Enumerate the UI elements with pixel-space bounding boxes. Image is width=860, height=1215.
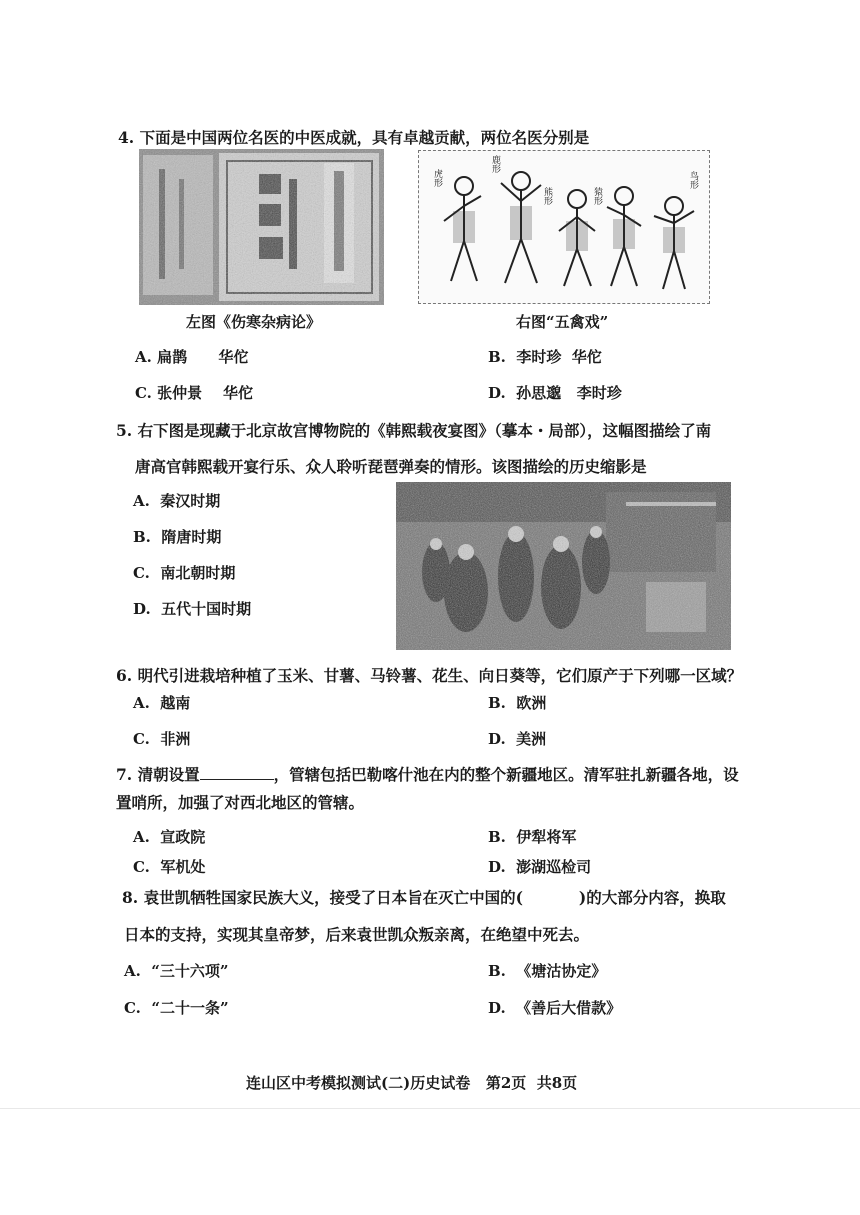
page-bottom-rule	[0, 1108, 860, 1109]
label-xiong: 熊形	[542, 187, 552, 205]
q5-option-c: C. 南北朝时期	[133, 564, 236, 582]
q7-option-d: D. 澎湖巡检司	[488, 858, 592, 876]
label-lu: 鹿形	[490, 155, 500, 173]
q4-option-a: A. 扁鹊 华佗	[135, 348, 249, 366]
q7-stem-suffix: ，管辖包括巴勒喀什池在内的整个新疆地区。清军驻扎新疆各地，设	[273, 765, 739, 784]
q5-stem-line1: 5. 右下图是现藏于北京故宫博物院的《韩熙载夜宴图》（摹本・局部），这幅图描绘了南	[116, 421, 712, 440]
q8-stem-line2: 日本的支持，实现其皇帝梦，后来袁世凯众叛亲离，在绝望中死去。	[124, 925, 590, 944]
q7-stem-prefix: 7. 清朝设置	[116, 765, 200, 784]
q5-option-d: D. 五代十国时期	[133, 600, 252, 618]
q6-option-c: C. 非洲	[133, 730, 191, 748]
q6-option-b: B. 欧洲	[488, 694, 547, 712]
q8-option-c: C. “二十一条”	[124, 999, 229, 1017]
q4-option-b: B. 李时珍 华佗	[488, 348, 602, 366]
q8-stem-suffix: )的大部分内容，换取	[578, 888, 726, 907]
q7-stem-line2: 置哨所，加强了对西北地区的管辖。	[116, 793, 365, 812]
q6-option-a: A. 越南	[133, 694, 191, 712]
q5-stem-line2: 唐高官韩熙载开宴行乐、众人聆听琵琶弹奏的情形。该图描绘的历史缩影是	[135, 457, 647, 476]
q4-stem: 4. 下面是中国两位名医的中医成就，具有卓越贡献，两位名医分别是	[118, 128, 590, 147]
q5-option-a: A. 秦汉时期	[133, 492, 221, 510]
shanghan-book-image	[139, 149, 384, 305]
q7-option-b: B. 伊犁将军	[488, 828, 577, 846]
q4-left-caption: 左图《伤寒杂病论》	[186, 313, 322, 331]
q8-option-b: B. 《塘沽协定》	[488, 962, 607, 980]
q7-stem-line1	[116, 763, 739, 785]
q7-option-a: A. 宣政院	[133, 828, 206, 846]
q8-option-d: D. 《善后大借款》	[488, 999, 622, 1017]
q4-option-c: C. 张仲景 华佗	[135, 384, 254, 402]
q7-option-c: C. 军机处	[133, 858, 206, 876]
q8-option-a: A. “三十六项”	[124, 962, 229, 980]
wuqinxi-image	[418, 150, 710, 304]
label-yuan: 猿形	[592, 187, 602, 205]
label-hu: 虎形	[432, 169, 442, 187]
q5-option-b: B. 隋唐时期	[133, 528, 222, 546]
q4-right-caption: 右图“五禽戏”	[516, 313, 609, 331]
q7-answer-blank	[200, 765, 274, 780]
q6-option-d: D. 美洲	[488, 730, 547, 748]
q8-stem-line1	[122, 886, 726, 908]
page-footer: 连山区中考模拟测试(二)历史试卷 第2页 共8页	[246, 1074, 578, 1092]
q8-stem-prefix: 8. 袁世凯牺牲国家民族大义，接受了日本旨在灭亡中国的(	[122, 888, 523, 907]
label-niao: 鸟形	[688, 171, 698, 189]
q4-option-d: D. 孙思邈 李时珍	[488, 384, 622, 402]
q6-stem: 6. 明代引进栽培种植了玉米、甘薯、马铃薯、花生、向日葵等，它们原产于下列哪一区域？	[116, 666, 743, 685]
han-xizai-banquet-painting	[396, 482, 731, 650]
